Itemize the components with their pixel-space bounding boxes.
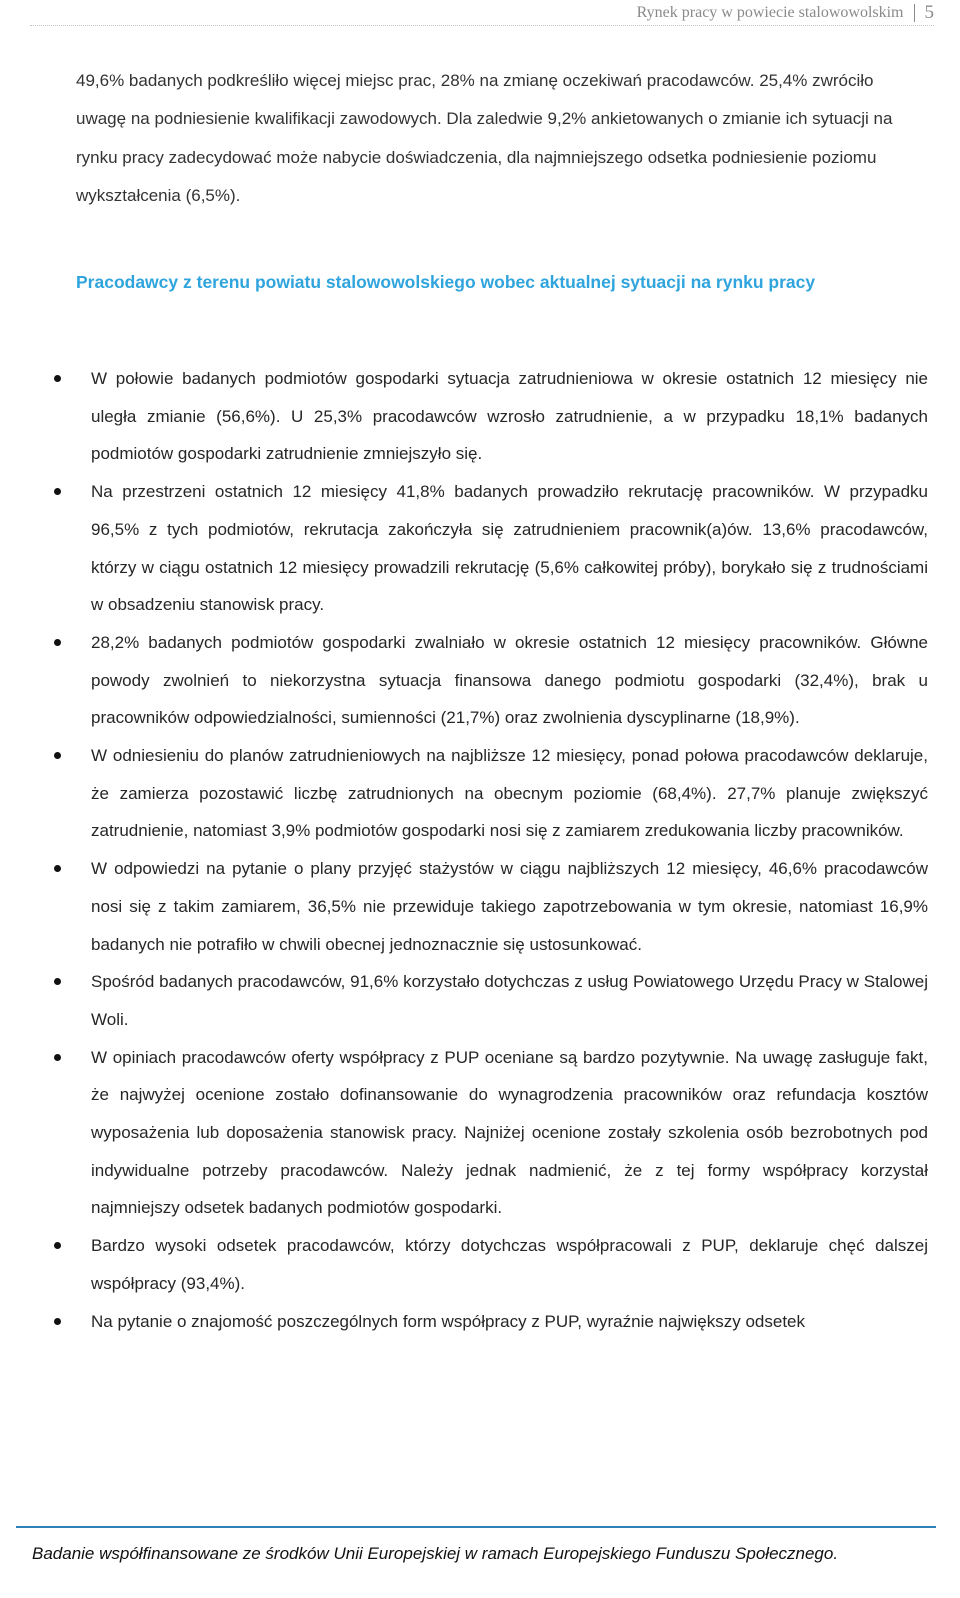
list-item-text: Na przestrzeni ostatnich 12 miesięcy 41,8% badanych prowadziło rekrutację pracowników. W przypadku 96,5% z tych podmiotów, rekrutacja zakończyła się zatrudnieniem pracownik(a)ów. 13,6% pracodawców, którzy w ciągu ostatnich 12 miesięcy prowadzili rekrutację (5,6% całkowitej próby), borykało się z trudnościami w obsadzeniu stanowisk pracy. <box>91 482 928 615</box>
list-item <box>0 360 960 473</box>
list-item <box>0 737 960 850</box>
list-item <box>0 963 960 1038</box>
list-item <box>0 1227 960 1302</box>
list-item-text: W połowie badanych podmiotów gospodarki sytuacja zatrudnieniowa w okresie ostatnich 12 miesięcy nie uległa zmianie (56,6%). U 25,3% pracodawców wzrosło zatrudnienie, a w przypadku 18,1% badanych podmiotów gospodarki zatrudnienie zmniejszyło się. <box>91 369 928 464</box>
footer-note: Badanie współfinansowane ze środków Unii Europejskiej w ramach Europejskiego Funduszu Społecznego. <box>32 1544 839 1563</box>
header-separator <box>914 4 915 22</box>
page-number: 5 <box>924 2 934 23</box>
bullet-icon <box>54 488 61 495</box>
list-item-text: Na pytanie o znajomość poszczególnych form współpracy z PUP, wyraźnie największy odsetek <box>91 1311 806 1331</box>
bullet-icon <box>54 375 61 382</box>
list-item <box>0 1303 960 1341</box>
bullet-icon <box>54 639 61 646</box>
footer-divider <box>16 1526 936 1528</box>
header-divider <box>30 25 934 26</box>
list-item-text: W odpowiedzi na pytanie o plany przyjęć stażystów w ciągu najbliższych 12 miesięcy, 46,6% pracodawców nosi się z takim zamiarem, 36,5% nie przewiduje takiego zapotrzebowania w tym okresie, natomiast 16,9% badanych nie potrafiło w chwili obecnej jednoznacznie się ustosunkować. <box>91 859 928 954</box>
bullet-icon <box>54 865 61 872</box>
intro-paragraph: 49,6% badanych podkreśliło więcej miejsc prac, 28% na zmianę oczekiwań pracodawców. 25,4% zwróciło uwagę na podniesienie kwalifikacji zawodowych. Dla zaledwie 9,2% ankietowanych o zmianie ich sytuacji na rynku pracy zadecydować może nabycie doświadczenia, dla najmniejszego odsetka podniesienie poziomu wykształcenia (6,5%). <box>76 71 893 205</box>
list-item-text: Bardzo wysoki odsetek pracodawców, którzy dotychczas współpracowali z PUP, deklaruje chęć dalszej współpracy (93,4%). <box>91 1236 928 1293</box>
running-header <box>637 0 934 26</box>
bullet-icon <box>54 752 61 759</box>
list-item <box>0 850 960 963</box>
bullet-icon <box>54 978 61 985</box>
bullet-icon <box>54 1318 61 1325</box>
list-item <box>0 1039 960 1228</box>
bullet-list <box>0 360 960 1340</box>
list-item-text: 28,2% badanych podmiotów gospodarki zwalniało w okresie ostatnich 12 miesięcy pracowników. Główne powody zwolnień to niekorzystna sytuacja finansowa danego podmiotu gospodarki (32,4%), brak u pracowników odpowiedzialności, sumienności (21,7%) oraz zwolnienia dyscyplinarne (18,9%). <box>91 632 928 728</box>
bullet-icon <box>54 1054 61 1061</box>
section-heading: Pracodawcy z terenu powiatu stalowowolskiego wobec aktualnej sytuacji na rynku pracy <box>76 272 816 292</box>
running-header-title: Rynek pracy w powiecie stalowowolskim <box>636 4 904 21</box>
list-item-text: W opiniach pracodawców oferty współpracy z PUP oceniane są bardzo pozytywnie. Na uwagę zasługuje fakt, że najwyżej ocenione zostało dofinansowanie do wynagrodzenia pracowników oraz refundacja kosztów wyposażenia lub doposażenia stanowisk pracy. Najniżej ocenione zostały szkolenia osób bezrobotnych pod indywidualne potrzeby pracodawców. Należy jednak nadmienić, że z tej formy współpracy korzystał najmniejszy odsetek badanych podmiotów gospodarki. <box>91 1047 928 1218</box>
list-item <box>0 624 960 737</box>
bullet-icon <box>54 1242 61 1249</box>
list-item-text: W odniesieniu do planów zatrudnieniowych na najbliższe 12 miesięcy, ponad połowa pracodawców deklaruje, że zamierza pozostawić liczbę zatrudnionych na obecnym poziomie (68,4%). 27,7% planuje zwiększyć zatrudnienie, natomiast 3,9% podmiotów gospodarki nosi się z zamiarem zredukowania liczby pracowników. <box>91 746 928 841</box>
list-item-text: Spośród badanych pracodawców, 91,6% korzystało dotychczas z usług Powiatowego Urzędu Pracy w Stalowej Woli. <box>91 972 928 1029</box>
list-item <box>0 473 960 624</box>
